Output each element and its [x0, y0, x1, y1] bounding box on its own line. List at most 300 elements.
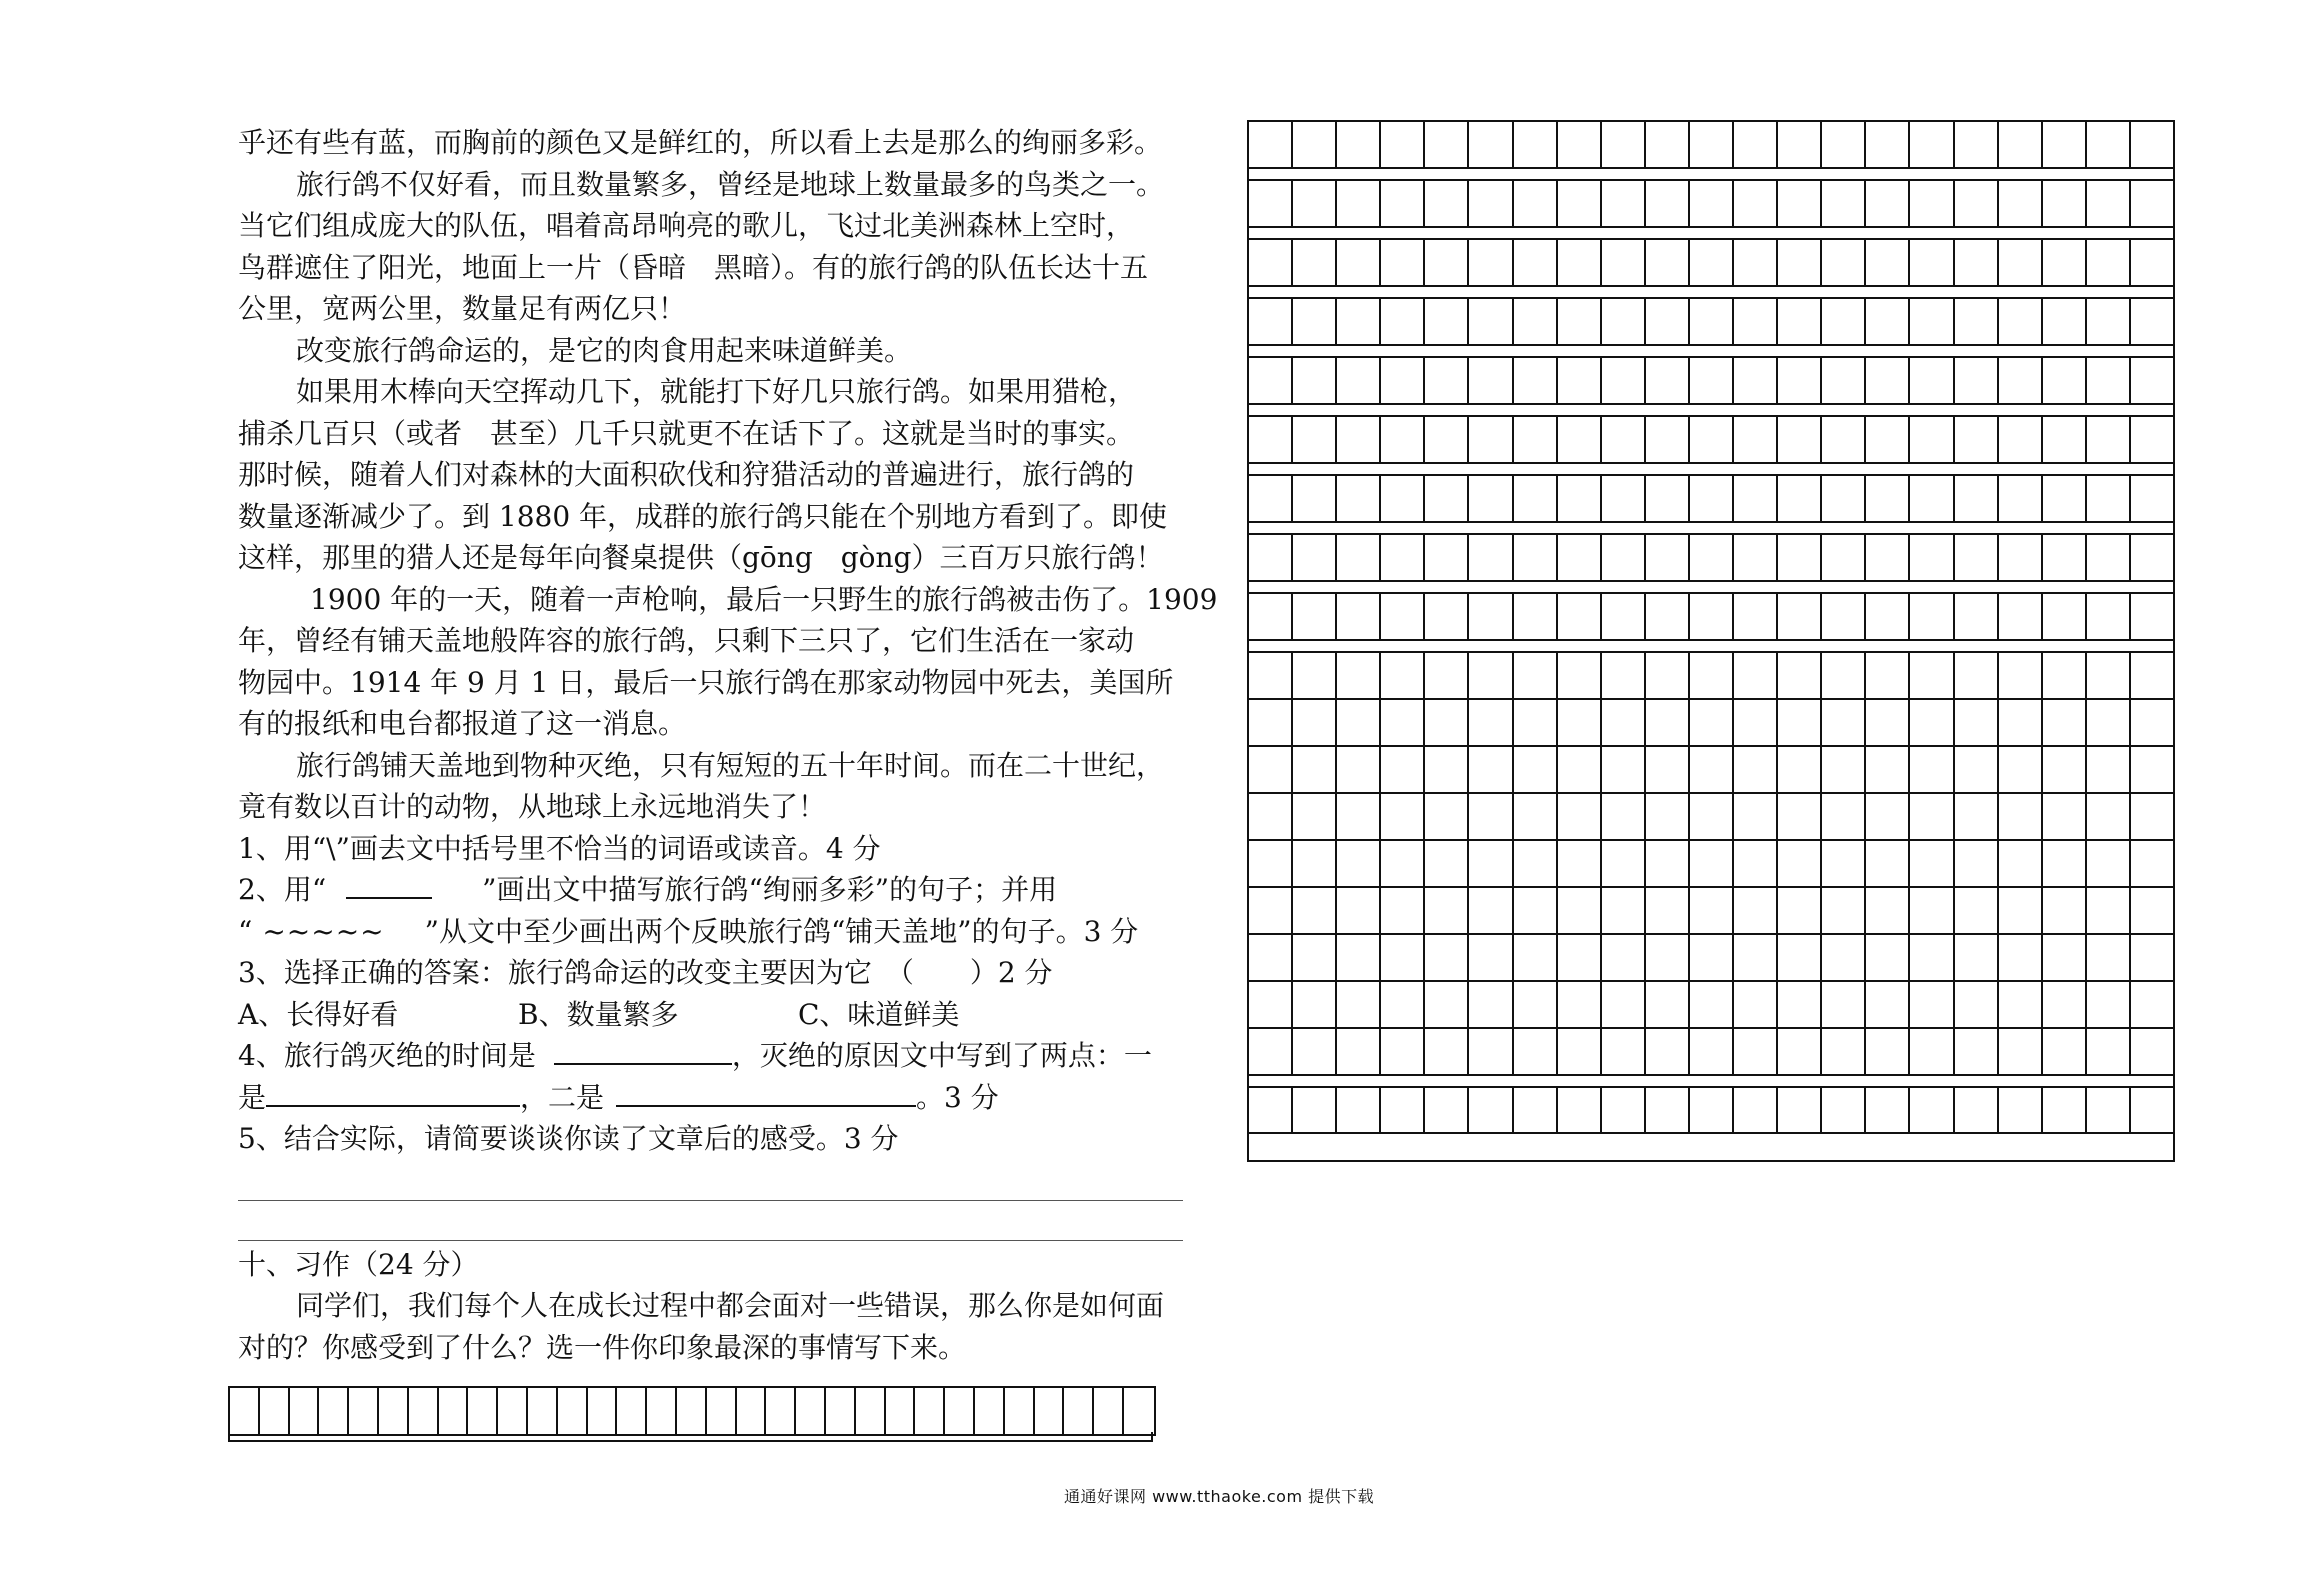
grid-cell[interactable] — [1866, 747, 1910, 792]
grid-cell[interactable] — [2043, 653, 2087, 698]
grid-cell[interactable] — [1337, 240, 1381, 285]
grid-cell[interactable] — [1690, 417, 1734, 462]
grid-cell[interactable] — [1690, 653, 1734, 698]
grid-row[interactable] — [1249, 747, 2173, 794]
grid-cell[interactable] — [1778, 1029, 1822, 1074]
grid-cell[interactable] — [1778, 299, 1822, 344]
grid-cell[interactable] — [1558, 122, 1602, 167]
grid-cell[interactable] — [1558, 299, 1602, 344]
grid-cell[interactable] — [1822, 653, 1866, 698]
grid-cell[interactable] — [1293, 935, 1337, 980]
grid-cell[interactable] — [1734, 299, 1778, 344]
grid-cell[interactable] — [1822, 358, 1866, 403]
grid-cell[interactable] — [1469, 240, 1513, 285]
grid-cell[interactable] — [1955, 841, 1999, 886]
grid-cell[interactable] — [1249, 700, 1293, 745]
grid-cell[interactable] — [2043, 747, 2087, 792]
grid-cell[interactable] — [2131, 299, 2173, 344]
grid-cell[interactable] — [1778, 476, 1822, 521]
grid-cell[interactable] — [1734, 700, 1778, 745]
grid-cell[interactable] — [1866, 476, 1910, 521]
grid-cell[interactable] — [1425, 794, 1469, 839]
grid-cell[interactable] — [1646, 935, 1690, 980]
grid-cell[interactable] — [1734, 1029, 1778, 1074]
grid-cell[interactable] — [1514, 594, 1558, 639]
grid-cell[interactable] — [1469, 535, 1513, 580]
grid-cell[interactable] — [1249, 240, 1293, 285]
grid-cell[interactable] — [1910, 794, 1954, 839]
grid-cell[interactable] — [1381, 700, 1425, 745]
grid-cell[interactable] — [1822, 935, 1866, 980]
grid-cell[interactable] — [1514, 240, 1558, 285]
grid-cell[interactable] — [1999, 794, 2043, 839]
grid-cell[interactable] — [1249, 982, 1293, 1027]
grid-cell[interactable] — [1734, 476, 1778, 521]
grid-cell[interactable] — [2043, 358, 2087, 403]
grid-cell[interactable] — [1999, 417, 2043, 462]
answer-line[interactable] — [238, 1240, 1183, 1241]
grid-cell[interactable] — [1514, 535, 1558, 580]
option-c[interactable]: C、味道鲜美 — [798, 997, 960, 1031]
grid-cell[interactable] — [1293, 794, 1337, 839]
grid-cell[interactable] — [1469, 1088, 1513, 1132]
grid-cell[interactable] — [1293, 122, 1337, 167]
grid-cell[interactable] — [1469, 417, 1513, 462]
grid-cell[interactable] — [1999, 299, 2043, 344]
grid-cell[interactable] — [1910, 476, 1954, 521]
grid-cell[interactable] — [2087, 594, 2131, 639]
grid-cell[interactable] — [1381, 841, 1425, 886]
grid-cell[interactable] — [1646, 594, 1690, 639]
grid-cell[interactable] — [1955, 358, 1999, 403]
option-b[interactable]: B、数量繁多 — [518, 997, 679, 1031]
grid-cell[interactable] — [1337, 794, 1381, 839]
grid-cell[interactable] — [1646, 794, 1690, 839]
grid-cell[interactable] — [1249, 1088, 1293, 1132]
grid-cell[interactable] — [1955, 299, 1999, 344]
grid-cell[interactable] — [1955, 181, 1999, 226]
grid-cell[interactable] — [1602, 1088, 1646, 1132]
grid-cell[interactable] — [1955, 700, 1999, 745]
grid-cell[interactable] — [1293, 841, 1337, 886]
grid-cell[interactable] — [1999, 358, 2043, 403]
grid-cell[interactable] — [1734, 181, 1778, 226]
grid-cell[interactable] — [1469, 888, 1513, 933]
grid-cell[interactable] — [1866, 417, 1910, 462]
grid-cell[interactable] — [1425, 476, 1469, 521]
grid-cell[interactable] — [1249, 935, 1293, 980]
grid-cell[interactable] — [1602, 181, 1646, 226]
grid-cell[interactable] — [1425, 841, 1469, 886]
grid-cell[interactable] — [1734, 240, 1778, 285]
grid-cell[interactable] — [1469, 122, 1513, 167]
grid-cell[interactable] — [1955, 1088, 1999, 1132]
grid-cell[interactable] — [2087, 888, 2131, 933]
grid-cell[interactable] — [1381, 299, 1425, 344]
grid-cell[interactable] — [1558, 535, 1602, 580]
grid-cell[interactable] — [1910, 417, 1954, 462]
grid-cell[interactable] — [1690, 982, 1734, 1027]
grid-row[interactable] — [1249, 358, 2173, 405]
grid-cell[interactable] — [1955, 794, 1999, 839]
grid-cell[interactable] — [2131, 417, 2173, 462]
grid-cell[interactable] — [2087, 181, 2131, 226]
grid-cell[interactable] — [1514, 181, 1558, 226]
grid-row[interactable] — [1249, 535, 2173, 582]
grid-cell[interactable] — [1734, 935, 1778, 980]
grid-cell[interactable] — [1337, 653, 1381, 698]
grid-cell[interactable] — [1822, 122, 1866, 167]
grid-cell[interactable] — [1822, 794, 1866, 839]
grid-cell[interactable] — [1293, 417, 1337, 462]
grid-cell[interactable] — [1425, 1029, 1469, 1074]
grid-cell[interactable] — [1514, 1088, 1558, 1132]
grid-cell[interactable] — [1425, 417, 1469, 462]
grid-cell[interactable] — [1469, 358, 1513, 403]
grid-cell[interactable] — [1910, 1029, 1954, 1074]
grid-cell[interactable] — [1822, 476, 1866, 521]
grid-cell[interactable] — [1866, 653, 1910, 698]
answer-blank-time[interactable] — [554, 1037, 732, 1065]
grid-cell[interactable] — [2043, 594, 2087, 639]
grid-cell[interactable] — [1999, 594, 2043, 639]
grid-cell[interactable] — [1337, 747, 1381, 792]
grid-cell[interactable] — [1514, 653, 1558, 698]
grid-cell[interactable] — [1910, 747, 1954, 792]
grid-cell[interactable] — [1955, 535, 1999, 580]
grid-cell[interactable] — [1866, 358, 1910, 403]
grid-cell[interactable] — [1778, 122, 1822, 167]
grid-cell[interactable] — [2087, 653, 2131, 698]
grid-cell[interactable] — [1337, 122, 1381, 167]
grid-cell[interactable] — [2043, 841, 2087, 886]
grid-cell[interactable] — [1999, 476, 2043, 521]
grid-cell[interactable] — [2131, 240, 2173, 285]
grid-cell[interactable] — [1866, 841, 1910, 886]
grid-cell[interactable] — [1514, 476, 1558, 521]
grid-cell[interactable] — [1469, 794, 1513, 839]
grid-cell[interactable] — [1690, 1029, 1734, 1074]
grid-cell[interactable] — [1690, 594, 1734, 639]
grid-cell[interactable] — [1999, 240, 2043, 285]
grid-cell[interactable] — [2087, 535, 2131, 580]
grid-cell[interactable] — [1337, 700, 1381, 745]
grid-cell[interactable] — [1602, 122, 1646, 167]
grid-cell[interactable] — [1778, 747, 1822, 792]
grid-cell[interactable] — [1822, 841, 1866, 886]
grid-cell[interactable] — [1469, 299, 1513, 344]
grid-cell[interactable] — [2131, 841, 2173, 886]
grid-row[interactable] — [1249, 653, 2173, 700]
grid-cell[interactable] — [1646, 888, 1690, 933]
grid-cell[interactable] — [1734, 841, 1778, 886]
grid-cell[interactable] — [2043, 535, 2087, 580]
grid-cell[interactable] — [1778, 700, 1822, 745]
grid-cell[interactable] — [1337, 476, 1381, 521]
grid-cell[interactable] — [1734, 747, 1778, 792]
grid-row[interactable] — [1249, 841, 2173, 888]
grid-cell[interactable] — [2131, 794, 2173, 839]
grid-cell[interactable] — [1425, 594, 1469, 639]
answer-blank-reason-1[interactable] — [266, 1079, 520, 1107]
grid-cell[interactable] — [1778, 240, 1822, 285]
grid-cell[interactable] — [1558, 841, 1602, 886]
grid-cell[interactable] — [1558, 358, 1602, 403]
grid-cell[interactable] — [1337, 535, 1381, 580]
grid-cell[interactable] — [1999, 982, 2043, 1027]
grid-cell[interactable] — [1381, 417, 1425, 462]
grid-row[interactable] — [1249, 594, 2173, 641]
grid-cell[interactable] — [1558, 935, 1602, 980]
grid-cell[interactable] — [1778, 417, 1822, 462]
grid-cell[interactable] — [1822, 982, 1866, 1027]
grid-cell[interactable] — [1734, 535, 1778, 580]
grid-cell[interactable] — [1999, 1029, 2043, 1074]
grid-cell[interactable] — [1293, 700, 1337, 745]
grid-cell[interactable] — [1514, 1029, 1558, 1074]
grid-cell[interactable] — [1910, 358, 1954, 403]
grid-cell[interactable] — [2043, 417, 2087, 462]
grid-cell[interactable] — [1646, 417, 1690, 462]
grid-cell[interactable] — [1249, 794, 1293, 839]
grid-cell[interactable] — [2131, 358, 2173, 403]
grid-cell[interactable] — [1558, 1088, 1602, 1132]
grid-cell[interactable] — [1514, 841, 1558, 886]
grid-cell[interactable] — [1425, 982, 1469, 1027]
grid-cell[interactable] — [1337, 299, 1381, 344]
grid-cell[interactable] — [1293, 240, 1337, 285]
grid-cell[interactable] — [1425, 888, 1469, 933]
grid-cell[interactable] — [2131, 653, 2173, 698]
grid-cell[interactable] — [2131, 122, 2173, 167]
grid-cell[interactable] — [1822, 1088, 1866, 1132]
grid-cell[interactable] — [2087, 417, 2131, 462]
grid-cell[interactable] — [1646, 653, 1690, 698]
grid-cell[interactable] — [1646, 240, 1690, 285]
grid-cell[interactable] — [1514, 700, 1558, 745]
grid-row[interactable] — [1249, 935, 2173, 982]
grid-cell[interactable] — [1910, 240, 1954, 285]
grid-cell[interactable] — [1866, 935, 1910, 980]
grid-cell[interactable] — [1381, 181, 1425, 226]
grid-cell[interactable] — [1690, 935, 1734, 980]
grid-cell[interactable] — [1955, 417, 1999, 462]
grid-cell[interactable] — [2131, 535, 2173, 580]
grid-cell[interactable] — [1381, 794, 1425, 839]
grid-cell[interactable] — [1690, 1088, 1734, 1132]
grid-cell[interactable] — [1381, 935, 1425, 980]
grid-cell[interactable] — [1381, 747, 1425, 792]
grid-cell[interactable] — [1469, 841, 1513, 886]
grid-cell[interactable] — [1734, 417, 1778, 462]
grid-cell[interactable] — [1690, 841, 1734, 886]
grid-cell[interactable] — [1381, 240, 1425, 285]
grid-row[interactable] — [1249, 299, 2173, 346]
grid-row[interactable] — [1249, 181, 2173, 228]
grid-cell[interactable] — [1778, 1088, 1822, 1132]
grid-cell[interactable] — [1249, 594, 1293, 639]
grid-cell[interactable] — [2043, 1029, 2087, 1074]
grid-cell[interactable] — [1425, 122, 1469, 167]
grid-row[interactable] — [1249, 417, 2173, 464]
grid-cell[interactable] — [1690, 358, 1734, 403]
grid-cell[interactable] — [1602, 299, 1646, 344]
grid-cell[interactable] — [1734, 122, 1778, 167]
writing-grid-row[interactable] — [228, 1386, 1156, 1436]
grid-cell[interactable] — [1778, 888, 1822, 933]
grid-cell[interactable] — [1602, 747, 1646, 792]
grid-cell[interactable] — [1910, 122, 1954, 167]
grid-cell[interactable] — [2131, 1029, 2173, 1074]
grid-cell[interactable] — [1910, 888, 1954, 933]
grid-cell[interactable] — [2131, 476, 2173, 521]
grid-cell[interactable] — [1558, 476, 1602, 521]
grid-cell[interactable] — [2043, 888, 2087, 933]
grid-cell[interactable] — [2043, 794, 2087, 839]
grid-cell[interactable] — [1293, 535, 1337, 580]
grid-cell[interactable] — [1337, 888, 1381, 933]
grid-cell[interactable] — [2087, 299, 2131, 344]
grid-cell[interactable] — [1425, 700, 1469, 745]
grid-cell[interactable] — [2087, 700, 2131, 745]
grid-cell[interactable] — [1558, 594, 1602, 639]
grid-cell[interactable] — [1646, 476, 1690, 521]
grid-cell[interactable] — [1822, 299, 1866, 344]
grid-cell[interactable] — [1381, 888, 1425, 933]
grid-cell[interactable] — [1822, 1029, 1866, 1074]
grid-cell[interactable] — [1602, 476, 1646, 521]
grid-row[interactable] — [1249, 1029, 2173, 1076]
grid-cell[interactable] — [1646, 747, 1690, 792]
grid-cell[interactable] — [1425, 299, 1469, 344]
grid-cell[interactable] — [1514, 794, 1558, 839]
grid-cell[interactable] — [1425, 181, 1469, 226]
grid-row[interactable] — [1249, 982, 2173, 1029]
grid-cell[interactable] — [1734, 653, 1778, 698]
grid-cell[interactable] — [1822, 594, 1866, 639]
grid-cell[interactable] — [1999, 888, 2043, 933]
grid-row[interactable] — [1249, 240, 2173, 287]
grid-cell[interactable] — [1646, 535, 1690, 580]
grid-cell[interactable] — [1822, 535, 1866, 580]
grid-cell[interactable] — [1425, 935, 1469, 980]
grid-cell[interactable] — [1646, 358, 1690, 403]
grid-cell[interactable] — [2043, 700, 2087, 745]
grid-cell[interactable] — [2131, 1088, 2173, 1132]
grid-cell[interactable] — [1734, 794, 1778, 839]
grid-cell[interactable] — [1425, 240, 1469, 285]
grid-cell[interactable] — [1910, 594, 1954, 639]
grid-cell[interactable] — [1822, 240, 1866, 285]
grid-cell[interactable] — [1690, 535, 1734, 580]
grid-cell[interactable] — [1866, 982, 1910, 1027]
grid-cell[interactable] — [1425, 535, 1469, 580]
grid-cell[interactable] — [1249, 535, 1293, 580]
grid-cell[interactable] — [1293, 358, 1337, 403]
grid-cell[interactable] — [1293, 888, 1337, 933]
grid-cell[interactable] — [1249, 358, 1293, 403]
grid-cell[interactable] — [1337, 594, 1381, 639]
grid-cell[interactable] — [2087, 747, 2131, 792]
grid-cell[interactable] — [1866, 299, 1910, 344]
grid-cell[interactable] — [1381, 1029, 1425, 1074]
grid-cell[interactable] — [1866, 240, 1910, 285]
grid-cell[interactable] — [1337, 935, 1381, 980]
grid-cell[interactable] — [1778, 794, 1822, 839]
grid-cell[interactable] — [1999, 181, 2043, 226]
grid-cell[interactable] — [1866, 1088, 1910, 1132]
answer-blank-reason-2[interactable] — [616, 1079, 916, 1107]
grid-cell[interactable] — [2131, 700, 2173, 745]
grid-cell[interactable] — [1955, 747, 1999, 792]
answer-line[interactable] — [238, 1200, 1183, 1201]
grid-cell[interactable] — [1910, 1088, 1954, 1132]
grid-cell[interactable] — [2087, 841, 2131, 886]
grid-cell[interactable] — [1646, 982, 1690, 1027]
grid-cell[interactable] — [1822, 700, 1866, 745]
grid-cell[interactable] — [1558, 747, 1602, 792]
grid-cell[interactable] — [2043, 1088, 2087, 1132]
grid-row[interactable] — [1249, 122, 2173, 169]
grid-cell[interactable] — [2043, 982, 2087, 1027]
grid-cell[interactable] — [1558, 653, 1602, 698]
grid-cell[interactable] — [1558, 700, 1602, 745]
grid-cell[interactable] — [1999, 653, 2043, 698]
grid-cell[interactable] — [1778, 653, 1822, 698]
grid-cell[interactable] — [1866, 888, 1910, 933]
grid-cell[interactable] — [1249, 747, 1293, 792]
grid-cell[interactable] — [1425, 653, 1469, 698]
grid-cell[interactable] — [1381, 358, 1425, 403]
grid-cell[interactable] — [1469, 476, 1513, 521]
grid-cell[interactable] — [1999, 1088, 2043, 1132]
grid-cell[interactable] — [1778, 181, 1822, 226]
grid-cell[interactable] — [2043, 299, 2087, 344]
grid-cell[interactable] — [1866, 700, 1910, 745]
grid-cell[interactable] — [2087, 1029, 2131, 1074]
grid-cell[interactable] — [1602, 841, 1646, 886]
grid-cell[interactable] — [1249, 476, 1293, 521]
grid-cell[interactable] — [1514, 299, 1558, 344]
grid-cell[interactable] — [1469, 653, 1513, 698]
grid-cell[interactable] — [2043, 122, 2087, 167]
grid-cell[interactable] — [1337, 181, 1381, 226]
grid-cell[interactable] — [1337, 358, 1381, 403]
grid-cell[interactable] — [1999, 122, 2043, 167]
grid-cell[interactable] — [1381, 476, 1425, 521]
grid-cell[interactable] — [1999, 935, 2043, 980]
grid-cell[interactable] — [1602, 794, 1646, 839]
grid-cell[interactable] — [2087, 794, 2131, 839]
grid-cell[interactable] — [1955, 122, 1999, 167]
grid-cell[interactable] — [1910, 535, 1954, 580]
grid-row[interactable] — [1249, 700, 2173, 747]
grid-cell[interactable] — [1337, 1029, 1381, 1074]
grid-cell[interactable] — [1602, 535, 1646, 580]
grid-cell[interactable] — [2043, 935, 2087, 980]
grid-cell[interactable] — [2043, 240, 2087, 285]
grid-cell[interactable] — [1514, 358, 1558, 403]
grid-cell[interactable] — [1910, 841, 1954, 886]
grid-cell[interactable] — [1778, 594, 1822, 639]
grid-cell[interactable] — [1866, 181, 1910, 226]
grid-cell[interactable] — [1337, 982, 1381, 1027]
grid-cell[interactable] — [1955, 935, 1999, 980]
grid-cell[interactable] — [1734, 358, 1778, 403]
grid-cell[interactable] — [2087, 1088, 2131, 1132]
grid-cell[interactable] — [1955, 982, 1999, 1027]
grid-cell[interactable] — [1734, 1088, 1778, 1132]
